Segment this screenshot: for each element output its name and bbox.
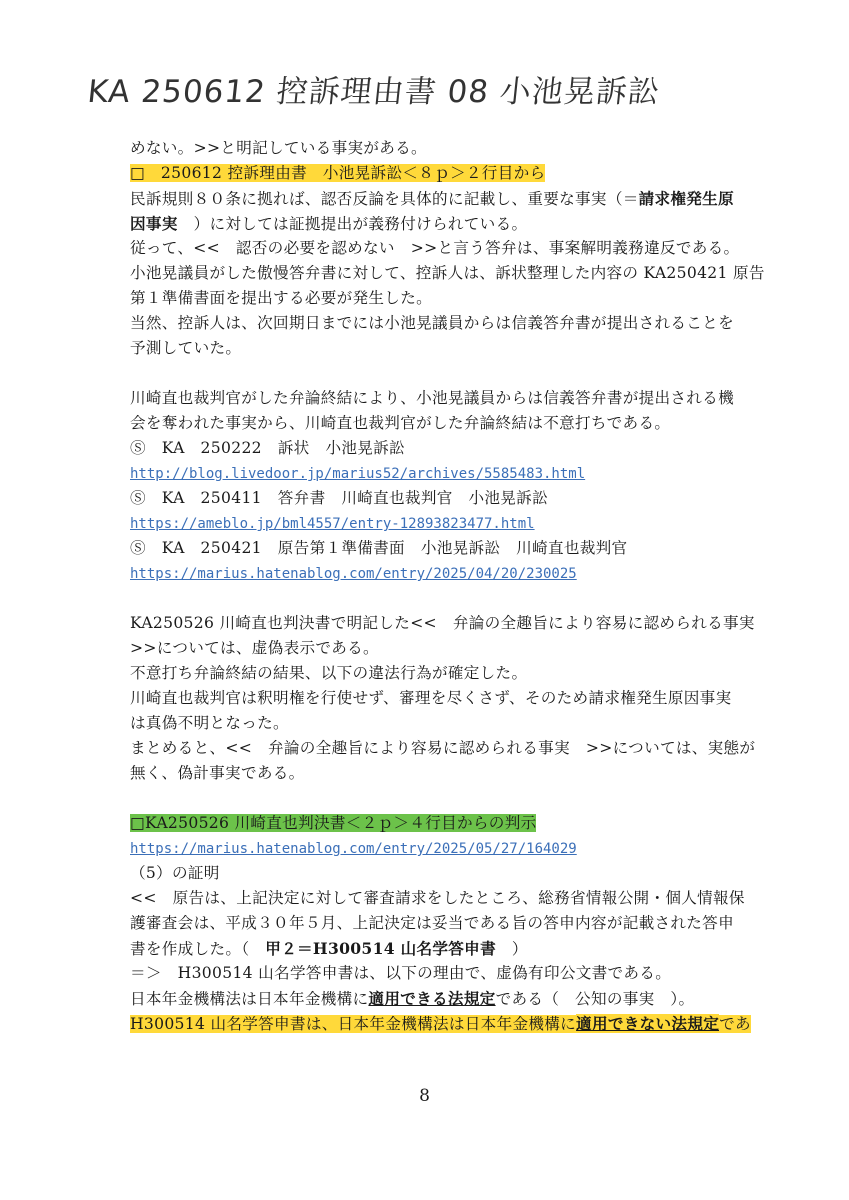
bold-term: 因事実 bbox=[130, 214, 178, 233]
text-line: 無く、偽計事実である。 bbox=[130, 764, 305, 782]
text-segment: 民訴規則８０条に拠れば、認否反論を具体的に記載し、重要な事実（＝ bbox=[130, 190, 639, 208]
text-line: >>については、虚偽表示である。 bbox=[130, 639, 379, 657]
blank-line bbox=[130, 786, 790, 811]
text-line: 護審査会は、平成３０年５月、上記決定は妥当である旨の答申内容が記載された答申 bbox=[130, 914, 734, 932]
text-line-highlighted bbox=[130, 1011, 790, 1036]
text-segment: ） bbox=[495, 940, 528, 958]
text-line: 第１準備書面を提出する必要が発生した。 bbox=[130, 289, 432, 307]
text-segment: 日本年金機構法は日本年金機構に bbox=[130, 990, 369, 1008]
text-line bbox=[130, 986, 790, 1011]
page-number: 8 bbox=[419, 1086, 430, 1106]
text-segment: ）に対しては証拠提出が義務付けられている。 bbox=[177, 215, 528, 233]
text-line: めない。>>と明記している事実がある。 bbox=[130, 139, 427, 157]
text-segment: である（ 公知の事実 ）。 bbox=[495, 990, 695, 1008]
text-line: << 原告は、上記決定に対して審査請求をしたところ、総務省情報公開・個人情報保 bbox=[130, 889, 745, 907]
text-line: 小池晃議員がした傲慢答弁書に対して、控訴人は、訴状整理した内容の KA250421 原告 bbox=[130, 264, 765, 282]
handwritten-title: KA 250612 控訴理由書 08 小池晃訴訟 bbox=[85, 74, 662, 110]
highlight-segment: であ bbox=[719, 1015, 751, 1033]
text-line: 川崎直也裁判官がした弁論終結により、小池晃議員からは信義答弁書が提出される機 bbox=[130, 389, 734, 407]
text-line: 従って、<< 認否の必要を認めない >>と言う答弁は、事案解明義務違反である。 bbox=[130, 239, 740, 257]
reference-link[interactable]: https://ameblo.jp/bml4557/entry-12893823477.html bbox=[130, 516, 535, 532]
blank-line bbox=[130, 361, 790, 386]
text-line: KA250526 川崎直也判決書で明記した<< 弁論の全趣旨により容易に認められる事実 bbox=[130, 614, 755, 632]
text-line: 予測していた。 bbox=[130, 339, 242, 357]
text-line: 会を奪われた事実から、川崎直也裁判官がした弁論終結は不意打ちである。 bbox=[130, 414, 671, 432]
text-line bbox=[130, 186, 790, 211]
document-body bbox=[130, 136, 790, 1036]
bold-term: 適用できない法規定 bbox=[576, 1014, 720, 1033]
bold-term: 適用できる法規定 bbox=[368, 989, 496, 1008]
source-reference: Ⓢ KA 250411 答弁書 川崎直也裁判官 小池晃訴訟 bbox=[130, 489, 548, 507]
section-heading-highlighted: □ 250612 控訴理由書 小池晃訴訟＜８ｐ＞２行目から bbox=[130, 164, 546, 182]
source-reference: Ⓢ KA 250421 原告第１準備書面 小池晃訴訟 川崎直也裁判官 bbox=[130, 539, 628, 557]
section-heading-green: □KA250526 川崎直也判決書＜２ｐ＞４行目からの判示 bbox=[130, 814, 537, 832]
text-line: 当然、控訴人は、次回期日までには小池晃議員からは信義答弁書が提出されることを bbox=[130, 314, 734, 332]
text-line bbox=[130, 211, 790, 236]
text-line: は真偽不明となった。 bbox=[130, 714, 289, 732]
text-line bbox=[130, 936, 790, 961]
text-line: ＝＞ H300514 山名学答申書は、以下の理由で、虚偽有印公文書である。 bbox=[130, 964, 672, 982]
bold-term: 甲２＝H300514 山名学答申書 bbox=[265, 939, 496, 958]
text-line: （5）の証明 bbox=[130, 864, 220, 882]
text-line: 不意打ち弁論終結の結果、以下の違法行為が確定した。 bbox=[130, 664, 528, 682]
bold-term: 請求権発生原 bbox=[638, 189, 734, 208]
highlight-segment: H300514 山名学答申書は、日本年金機構法は日本年金機構に bbox=[130, 1015, 577, 1033]
source-reference: Ⓢ KA 250222 訴状 小池晃訴訟 bbox=[130, 439, 405, 457]
reference-link[interactable]: https://marius.hatenablog.com/entry/2025/05/27/164029 bbox=[130, 841, 577, 857]
blank-line bbox=[130, 586, 790, 611]
text-line: まとめると、<< 弁論の全趣旨により容易に認められる事実 >>については、実態が bbox=[130, 739, 756, 757]
reference-link[interactable]: http://blog.livedoor.jp/marius52/archives/5585483.html bbox=[130, 466, 586, 482]
text-segment: 書を作成した。（ bbox=[130, 940, 266, 958]
reference-link[interactable]: https://marius.hatenablog.com/entry/2025/04/20/230025 bbox=[130, 566, 577, 582]
text-line: 川崎直也裁判官は釈明権を行使せず、審理を尽くさず、そのため請求権発生原因事実 bbox=[130, 689, 732, 707]
